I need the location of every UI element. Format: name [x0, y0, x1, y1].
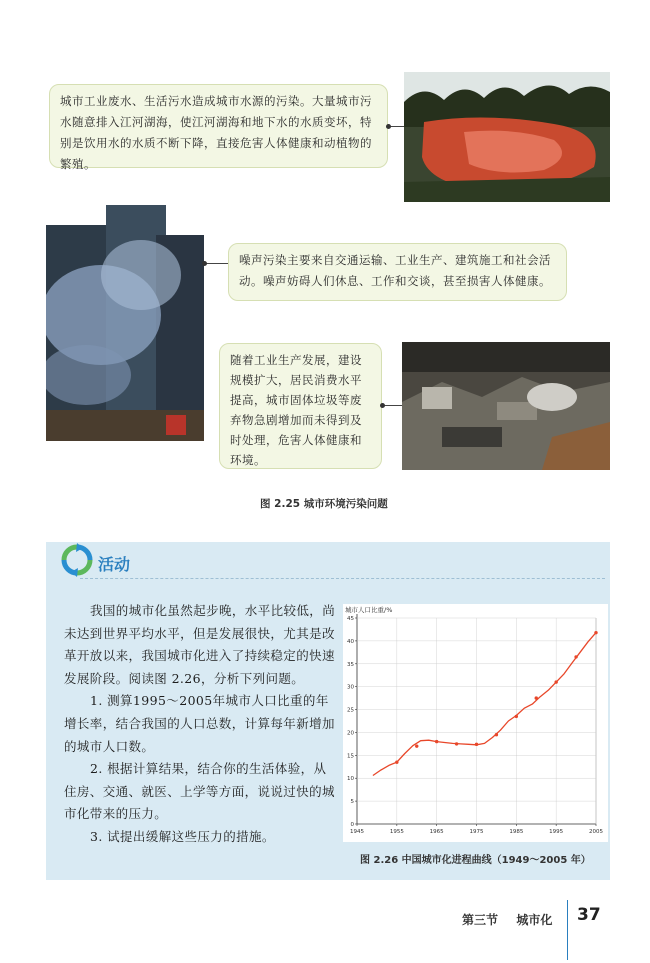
- chart-y-axis-label: 城市人口比重/%: [345, 606, 393, 614]
- water-pollution-callout: [49, 84, 388, 171]
- chart-data-point: [535, 696, 538, 699]
- figure-caption: 图 2.25 城市环境污染问题: [260, 498, 388, 510]
- chart-x-tick-label: 1985: [509, 829, 524, 835]
- chart-data-point: [495, 733, 498, 736]
- chart-data-point: [415, 744, 418, 747]
- activity-question-2: 2. 根据计算结果，结合你的生活体验，从住房、交通、就医、上学等方面，说说过快的城市化带来的压力。: [64, 761, 335, 822]
- footer-chapter-name: 城市化: [516, 913, 553, 927]
- chart-y-tick-label: 15: [347, 753, 354, 760]
- chart-x-tick-label: 1975: [469, 829, 484, 835]
- chart-x-tick-label: 2005: [589, 829, 603, 835]
- chart-data-point: [435, 740, 438, 743]
- noise-pollution-text: 噪声污染主要来自交通运输、工业生产、建筑施工和社会活动。噪声妨碍人们休息、工作和交谈，甚至损害人体健康。: [239, 253, 551, 288]
- chart-caption: 图 2.26 中国城市化进程曲线（1949～2005 年）: [360, 855, 591, 866]
- chart-x-tick-label: 1995: [549, 829, 564, 835]
- chart-data-point: [455, 742, 458, 745]
- page-number: 37: [577, 905, 601, 925]
- activity-question-3: 3. 试提出缓解这些压力的措施。: [90, 828, 275, 844]
- chart-x-tick-label: 1965: [429, 829, 444, 835]
- chart-data-point: [574, 655, 577, 658]
- noise-connector-dot: [202, 261, 207, 266]
- refresh-cycle-icon: [60, 543, 94, 577]
- solid-waste-text: 随着工业生产发展，建设规模扩大，居民消费水平提高，城市固体垃圾等废弃物急剧增加而未得到及时处理，危害人体健康和环境。: [230, 353, 362, 467]
- noise-connector: [204, 263, 228, 264]
- chart-y-tick-label: 5: [350, 799, 354, 806]
- chart-data-point: [554, 680, 557, 683]
- water-connector-dot: [386, 124, 391, 129]
- chart-data-point: [515, 715, 518, 718]
- waste-connector-dot: [380, 403, 385, 408]
- activity-intro: 我国的城市化虽然起步晚，水平比较低，尚未达到世界平均水平，但是发展很快，尤其是改革开放以来，我国城市化进入了持续稳定的快速发展阶段。阅读图 2.26，分析下列问题。: [64, 603, 336, 686]
- footer-section-number: 第三节: [462, 913, 499, 927]
- chart-y-tick-label: 45: [347, 616, 354, 622]
- activity-title: 活动: [98, 555, 131, 574]
- chart-y-tick-label: 40: [347, 638, 354, 645]
- footer-section: [462, 911, 552, 928]
- chart-y-tick-label: 10: [347, 776, 354, 783]
- activity-question-1: 1. 测算1995～2005年城市人口比重的年增长率，结合我国的人口总数，计算每年新增加的城市人口数。: [64, 693, 335, 754]
- activity-body: [64, 600, 339, 849]
- urbanization-chart-svg: [343, 604, 608, 842]
- chart-x-tick-label: 1945: [350, 829, 364, 835]
- footer-divider: [567, 900, 568, 960]
- smog-building-photo: [46, 205, 204, 441]
- chart-y-tick-label: 30: [347, 684, 354, 691]
- chart-data-point: [395, 761, 398, 764]
- noise-pollution-callout: [228, 243, 567, 301]
- solid-waste-callout: [219, 343, 382, 469]
- chart-y-tick-label: 25: [347, 707, 354, 714]
- chart-y-tick-label: 20: [347, 730, 354, 737]
- chart-y-tick-label: 0: [350, 822, 354, 828]
- urbanization-chart: [343, 604, 608, 842]
- chart-y-tick-label: 35: [347, 661, 354, 668]
- garbage-heap-photo: [402, 342, 610, 470]
- chart-x-tick-label: 1955: [389, 829, 404, 835]
- chart-data-point: [475, 743, 478, 746]
- waste-connector: [382, 405, 402, 406]
- water-pollution-text: 城市工业废水、生活污水造成城市水源的污染。大量城市污水随意排入江河湖海，使江河湖海和地下水的水质变坏，特别是饮用水的水质不断下降，直接危害人体健康和动植物的繁殖。: [60, 94, 372, 171]
- water-pollution-photo: [404, 72, 610, 202]
- chart-data-point: [594, 631, 597, 634]
- activity-divider: [80, 578, 605, 579]
